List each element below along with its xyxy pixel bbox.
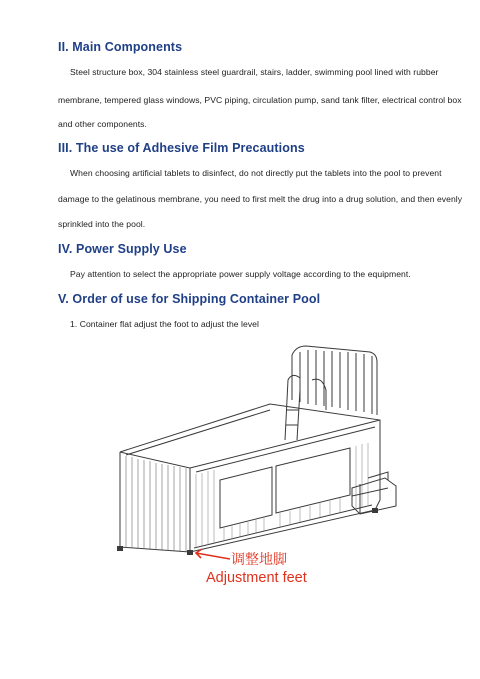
section-heading-power-supply: IV. Power Supply Use (58, 242, 187, 256)
body-line: and other components. (58, 119, 147, 129)
body-line: membrane, tempered glass windows, PVC piping, circulation pump, sand tank filter, electrical control box (58, 95, 462, 105)
figure-label-cn: 调整地脚 (231, 551, 287, 567)
section-heading-main-components: II. Main Components (58, 40, 183, 54)
body-line: sprinkled into the pool. (58, 219, 146, 229)
section-heading-adhesive-film: III. The use of Adhesive Film Precautions (58, 141, 305, 155)
body-line: damage to the gelatinous membrane, you need to first melt the drug into a drug solution, and then evenly (58, 194, 463, 204)
body-line: Steel structure box, 304 stainless steel guardrail, stairs, ladder, swimming pool lined with rubber (70, 67, 439, 77)
step-line: 1. Container flat adjust the foot to adjust the level (70, 319, 259, 329)
body-line: Pay attention to select the appropriate power supply voltage according to the equipment. (70, 269, 411, 279)
body-line: When choosing artificial tablets to disinfect, do not directly put the tablets into the pool to prevent (70, 168, 442, 178)
figure-label-en: Adjustment feet (206, 570, 307, 586)
section-heading-order-of-use: V. Order of use for Shipping Container Pool (58, 292, 321, 306)
